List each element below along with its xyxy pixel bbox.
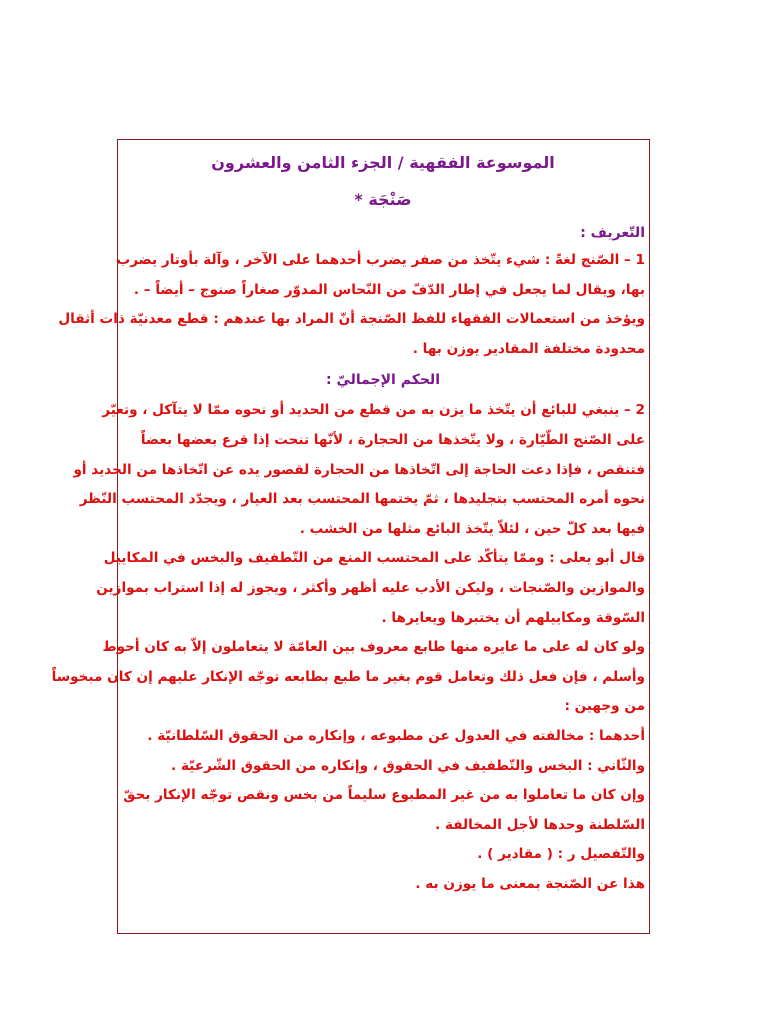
- text-line: وأسلم ، فإن فعل ذلك وتعامل قوم بغير ما طبع بطابعه توجّه الإنكار عليهم إن كان مبخوساً: [51, 668, 645, 685]
- text-line: على الصّنج الطّيّارة ، ولا يتّخذها من الحجارة ، لأنّها تنحت إذا قرع بعضها بعضاً: [140, 431, 645, 448]
- text-line: بها، ويقال لما يجعل في إطار الدّفّ من النّحاس المدوّر صغاراً صنوج – أيضاً – .: [133, 281, 645, 298]
- document-body: [51, 148, 645, 899]
- definition-paragraph: [58, 246, 645, 364]
- text-line: فتنقص ، فإذا دعت الحاجة إلى اتّخاذها من الحجارة لقصور يده عن اتّخاذها من الحديد أو: [73, 461, 645, 478]
- text-line: فيها بعد كلّ حين ، لئلاّ يتّخذ البائع مثلها من الخشب .: [299, 520, 645, 537]
- ruling-paragraph: [51, 396, 645, 899]
- text-line: محدودة مختلفة المقادير يوزن بها .: [412, 340, 645, 357]
- text-line: 1 – الصّنج لغةً : شيء يتّخذ من صفر يضرب أحدهما على الآخر ، وآلة بأوتار يضرب: [116, 252, 645, 268]
- page-title: الموسوعة الفقهية / الجزء الثامن والعشرون: [211, 153, 555, 172]
- text-line: 2 – ينبغي للبائع أن يتّخذ ما يزن به من قطع من الحديد أو نحوه ممّا لا يتآكل ، وتعيّر: [102, 402, 645, 419]
- ruling-heading: الحكم الإجماليّ :: [326, 372, 440, 389]
- text-line: هذا عن الصّنجة بمعنى ما يوزن به .: [415, 875, 645, 892]
- text-line: والموازين والصّنجات ، وليكن الأدب عليه أظهر وأكثر ، ويجوز له إذا استراب بموازين: [96, 579, 645, 596]
- text-line: والتّفصيل ر : ( مقادير ) .: [477, 846, 645, 863]
- definition-heading: التّعريف :: [580, 225, 645, 241]
- text-line: السّوقة ومكاييلهم أن يختبرها ويعايرها .: [381, 609, 645, 626]
- text-line: أحدهما : مخالفته في العدول عن مطبوعه ، وإنكاره من الحقوق السّلطانيّة .: [147, 727, 645, 744]
- text-line: السّلطنة وحدها لأجل المخالفة .: [435, 816, 645, 833]
- text-line: قال أبو يعلى : وممّا يتأكّد على المحتسب المنع من التّطفيف والبخس في المكاييل: [103, 550, 645, 567]
- text-line: ولو كان له على ما عايره منها طابع معروف بين العامّة لا يتعاملون إلاّ به كان أحوط: [102, 639, 645, 656]
- text-line: والثّاني : البخس والتّطفيف في الحقوق ، وإنكاره من الحقوق الشّرعيّة .: [171, 757, 645, 774]
- text-line: من وجهين :: [564, 698, 645, 715]
- entry-title: صَنْجَة *: [354, 190, 412, 209]
- text-line: وإن كان ما تعاملوا به من غير المطبوع سليماً من بخس ونقص توجّه الإنكار بحقّ: [123, 787, 645, 804]
- text-line: ويؤخذ من استعمالات الفقهاء للفظ الصّنجة أنّ المراد بها عندهم : قطع معدنيّة ذات أثقال: [58, 311, 645, 328]
- text-line: نحوه أمره المحتسب بتجليدها ، ثمّ يختمها المحتسب بعد العيار ، ويجدّد المحتسب النّظر: [79, 491, 645, 508]
